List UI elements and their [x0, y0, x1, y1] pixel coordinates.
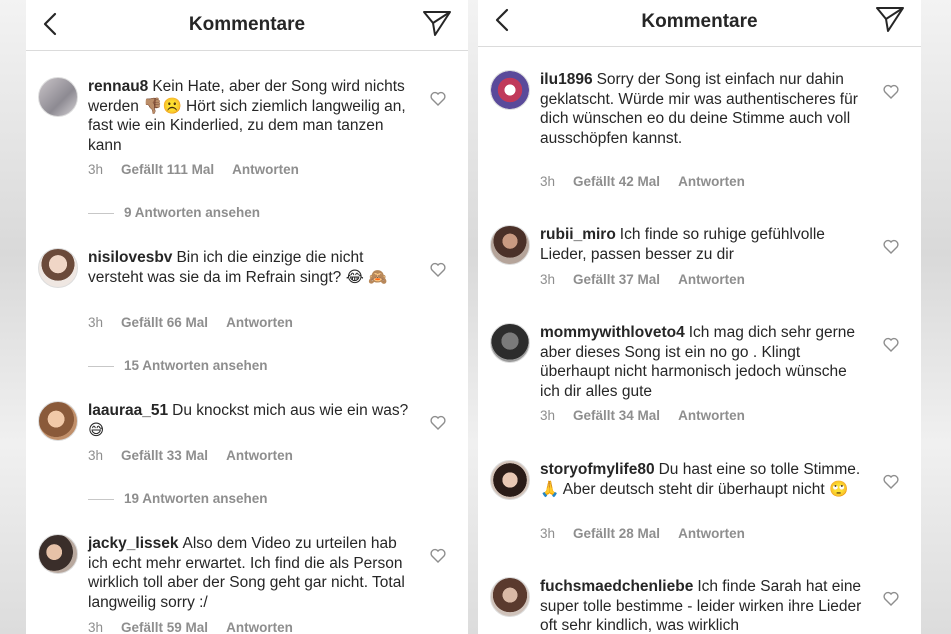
replies-line — [88, 366, 114, 367]
heart-icon[interactable] — [883, 239, 899, 254]
reply-button[interactable]: Antworten — [232, 162, 299, 177]
reply-button[interactable]: Antworten — [678, 408, 745, 423]
comment-text: Sorry der Song ist einfach nur dahin geklatscht. Würde mir was authentischeres für dich wünschen eo du deine Stimme auch voll ausschöpfen kannst. — [540, 71, 858, 147]
avatar[interactable] — [38, 77, 78, 117]
heart-icon[interactable] — [430, 262, 446, 277]
heart-icon[interactable] — [883, 84, 899, 99]
comment-text: Ich finde so ruhige gefühlvolle Lieder, passen besser zu dir — [540, 226, 825, 263]
avatar[interactable] — [490, 460, 530, 500]
likes-count[interactable]: Gefällt 111 Mal — [121, 162, 215, 177]
paper-plane-icon[interactable] — [422, 9, 452, 37]
comment-text: Ich finde Sarah hat eine super tolle bestimme - leider wirken ihre Lieder oft sehr kindlich, was wirklich — [540, 578, 862, 634]
comment-text: Du knockst mich aus wie ein was? 😅 — [88, 402, 409, 439]
heart-icon[interactable] — [883, 337, 899, 352]
timestamp: 3h — [540, 408, 556, 423]
likes-count[interactable]: Gefällt 28 Mal — [573, 526, 661, 541]
timestamp: 3h — [88, 620, 104, 634]
heart-icon[interactable] — [430, 415, 446, 430]
comment-text: Kein Hate, aber der Song wird nichts werden 👎🏽☹️ Hört sich ziemlich langweilig an, fast wie ein Kinderlied, zu dem man tanzen kann — [88, 78, 406, 154]
heart-icon[interactable] — [430, 91, 446, 106]
username[interactable]: ilu1896 — [540, 71, 593, 88]
username[interactable]: rubii_miro — [540, 226, 616, 243]
page-title: Kommentare — [188, 14, 306, 35]
likes-count[interactable]: Gefällt 59 Mal — [121, 620, 209, 634]
paper-plane-icon[interactable] — [875, 5, 905, 33]
avatar[interactable] — [38, 534, 78, 574]
timestamp: 3h — [540, 526, 556, 541]
username[interactable]: fuchsmaedchenliebe — [540, 578, 694, 595]
reply-button[interactable]: Antworten — [226, 315, 293, 330]
timestamp: 3h — [88, 162, 104, 177]
username[interactable]: jacky_lissek — [88, 535, 179, 552]
username[interactable]: rennau8 — [88, 78, 149, 95]
heart-icon[interactable] — [883, 474, 899, 489]
comment-text: Also dem Video zu urteilen hab ich echt mehr erwartet. Ich find die als Person wirklich toll aber der Song geht gar nicht. Total langweilig sorry :/ — [88, 535, 405, 611]
view-replies-button[interactable]: 15 Antworten ansehen — [88, 358, 268, 373]
username[interactable]: nisilovesbv — [88, 249, 173, 266]
likes-count[interactable]: Gefällt 37 Mal — [573, 272, 661, 287]
reply-button[interactable]: Antworten — [226, 620, 293, 634]
timestamp: 3h — [540, 272, 556, 287]
timestamp: 3h — [88, 315, 104, 330]
likes-count[interactable]: Gefällt 34 Mal — [573, 408, 661, 423]
username[interactable]: storyofmylife80 — [540, 461, 655, 478]
reply-button[interactable]: Antworten — [678, 526, 745, 541]
username[interactable]: mommywithloveto4 — [540, 324, 685, 341]
replies-line — [88, 213, 114, 214]
comment-text: Bin ich die einzige die nicht versteht was sie da im Refrain singt? 😂 🙈 — [88, 249, 388, 286]
avatar[interactable] — [490, 323, 530, 363]
comment-text: Ich mag dich sehr gerne aber dieses Song ist ein no go . Klingt überhaupt nicht harmonisch jedoch wünsche ich dir alles gute — [540, 324, 855, 400]
comment-text: Du hast eine so tolle Stimme. 🙏 Aber deutsch steht dir überhaupt nicht 🙄 — [540, 461, 861, 498]
view-replies-button[interactable]: 9 Antworten ansehen — [88, 205, 260, 220]
comments-panel-right — [478, 0, 921, 634]
reply-button[interactable]: Antworten — [226, 448, 293, 463]
avatar[interactable] — [490, 577, 530, 617]
avatar[interactable] — [490, 70, 530, 110]
avatar[interactable] — [490, 225, 530, 265]
avatar[interactable] — [38, 401, 78, 441]
view-replies-button[interactable]: 19 Antworten ansehen — [88, 491, 268, 506]
avatar[interactable] — [38, 248, 78, 288]
timestamp: 3h — [540, 174, 556, 189]
page-title: Kommentare — [641, 11, 758, 32]
header — [478, 0, 921, 47]
reply-button[interactable]: Antworten — [678, 174, 745, 189]
likes-count[interactable]: Gefällt 42 Mal — [573, 174, 661, 189]
comments-panel-left — [26, 0, 468, 634]
header — [26, 0, 468, 51]
replies-line — [88, 499, 114, 500]
likes-count[interactable]: Gefällt 66 Mal — [121, 315, 209, 330]
likes-count[interactable]: Gefällt 33 Mal — [121, 448, 209, 463]
username[interactable]: laauraa_51 — [88, 402, 169, 419]
reply-button[interactable]: Antworten — [678, 272, 745, 287]
heart-icon[interactable] — [430, 548, 446, 563]
heart-icon[interactable] — [883, 591, 899, 606]
timestamp: 3h — [88, 448, 104, 463]
